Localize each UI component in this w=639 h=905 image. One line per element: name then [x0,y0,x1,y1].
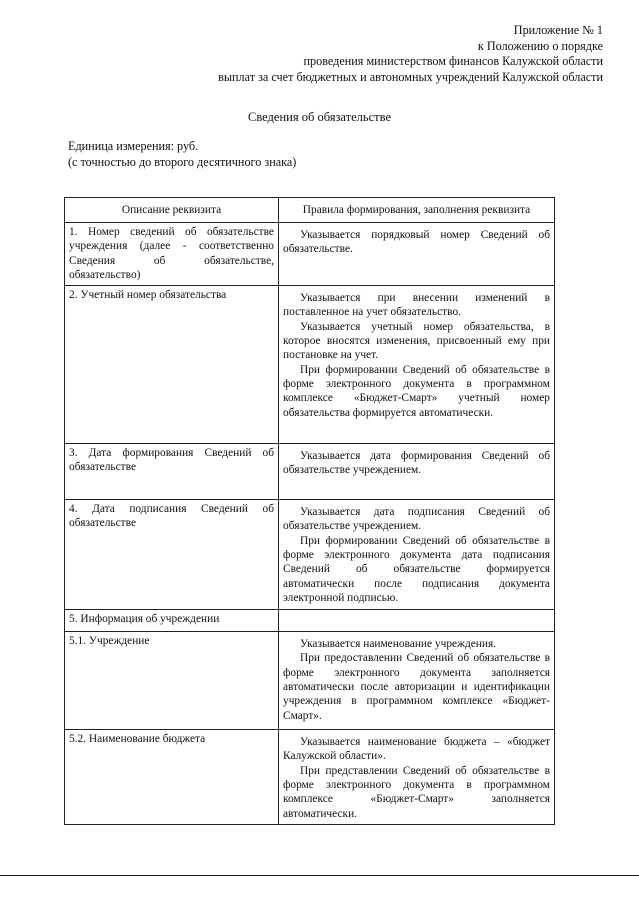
row-rules [279,444,555,500]
rule-paragraph: При представлении Сведений об обязательстве в форме электронного документа в программном комплексе «Бюджет-Смарт» заполняется автоматически. [283,764,550,820]
appendix-ref: к Положению о порядке [477,38,603,53]
table-row [65,223,555,286]
row-description: 2. Учетный номер обязательства [65,286,279,444]
rule-paragraph: При формировании Сведений об обязательстве в форме электронного документа дата подписания Сведений об обязательстве формируется автоматически после подписания документа электронной подписью. [283,534,550,604]
precision-line: (с точностью до второго десятичного знака) [68,154,297,169]
row-description: 4. Дата подписания Сведений об обязательстве [65,500,279,610]
row-description: 5.1. Учреждение [65,632,279,730]
row-rules [279,286,555,444]
column-header-description: Описание реквизита [65,198,279,223]
appendix-ref-line2: проведения министерством финансов Калужской области [303,54,603,68]
table-row [65,610,555,632]
row-rules [279,500,555,610]
row-rules [279,730,555,825]
row-rules [279,632,555,730]
table-row [65,730,555,825]
appendix-header [218,23,603,85]
table-row [65,632,555,730]
rule-paragraph: Указывается порядковый номер Сведений об обязательстве. [283,229,550,256]
row-rules [279,223,555,286]
units-line: Единица измерения: руб. [68,139,199,153]
document-title: Сведения об обязательстве [248,110,391,124]
appendix-ref-line3: выплат за счет бюджетных и автономных учреждений Калужской области [218,69,603,84]
row-description: 5. Информация об учреждении [65,610,279,632]
appendix-number: Приложение № 1 [513,23,603,37]
row-description: 1. Номер сведений об обязательстве учреждения (далее - соответственно Сведения об обязательстве, обязательство) [65,223,279,286]
rule-paragraph: При предоставлении Сведений об обязательстве в форме электронного документа заполняется автоматически после авторизации и идентификации учреждения в программном комплексе «Бюджет-Смарт». [283,652,550,722]
column-header-rules: Правила формирования, заполнения реквизита [279,198,555,223]
table-row [65,500,555,610]
table-row [65,286,555,444]
rule-paragraph: Указывается наименование учреждения. [300,638,497,651]
row-description: 5.2. Наименование бюджета [65,730,279,825]
rule-paragraph: Указывается наименование бюджета – «бюджет Калужской области». [283,736,550,763]
row-description: 3. Дата формирования Сведений об обязательстве [65,444,279,500]
rule-paragraph: Указывается учетный номер обязательства, в которое вносятся изменения, присвоенный ему при постановке на учет. [283,320,550,362]
rule-paragraph: Указывается дата формирования Сведений об обязательстве учреждением. [283,450,550,477]
units-block [68,139,296,170]
rule-paragraph: При формировании Сведений об обязательстве в форме электронного документа в программном комплексе «Бюджет-Смарт» учетный номер обязательства формируется автоматически. [283,363,550,419]
table-row [65,444,555,500]
requisites-table [64,197,555,825]
footer-divider [0,875,639,876]
rule-paragraph: Указывается дата подписания Сведений об обязательстве учреждением. [283,506,550,533]
rule-paragraph: Указывается при внесении изменений в поставленное на учет обязательство. [283,292,550,319]
table-header-row [65,198,555,223]
row-rules-empty [279,610,555,632]
